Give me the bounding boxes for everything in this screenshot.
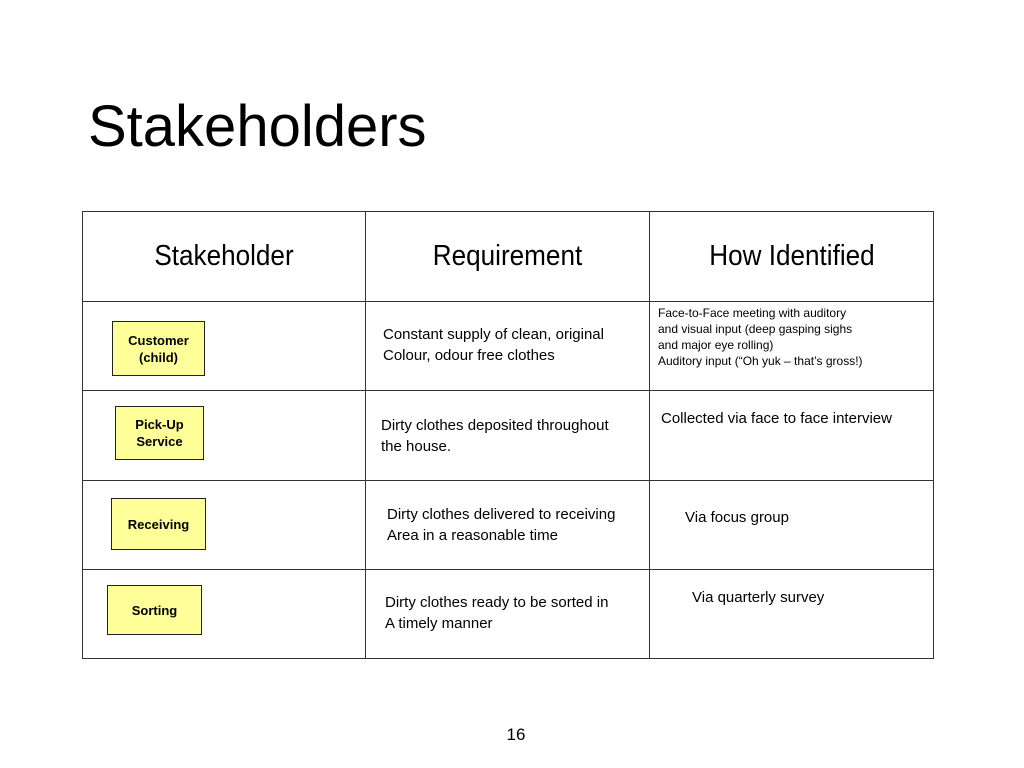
requirement-line: Constant supply of clean, original xyxy=(383,326,604,343)
requirement-text xyxy=(381,415,609,457)
how-identified-line: Face-to-Face meeting with auditory xyxy=(658,306,847,320)
how-identified-line: Auditory input (“Oh yuk – that’s gross!) xyxy=(658,354,863,368)
stakeholder-box-sorting xyxy=(107,585,202,635)
requirement-line: the house. xyxy=(381,438,452,455)
header-stakeholder: Stakeholder xyxy=(154,240,294,272)
requirement-line: Dirty clothes ready to be sorted in xyxy=(385,594,609,611)
how-identified-line: Via focus group xyxy=(685,509,789,526)
requirement-line: Dirty clothes deposited throughout xyxy=(381,417,609,434)
slide-title: Stakeholders xyxy=(88,94,427,159)
how-identified-line: Via quarterly survey xyxy=(692,589,825,606)
stakeholder-box-receiving xyxy=(111,498,206,550)
how-identified-line: and major eye rolling) xyxy=(658,338,774,352)
stakeholder-label: Customer xyxy=(128,332,189,348)
requirement-line: Colour, odour free clothes xyxy=(383,347,555,364)
stakeholder-label: Service xyxy=(136,434,183,449)
stakeholder-label: (child) xyxy=(139,349,178,365)
table-row xyxy=(83,481,933,571)
requirement-line: A timely manner xyxy=(385,615,493,632)
stakeholder-label: Receiving xyxy=(127,516,190,532)
requirement-text xyxy=(387,504,615,546)
stakeholder-label: Sorting xyxy=(131,602,178,618)
how-identified-text xyxy=(658,305,863,369)
stakeholder-box-pick-up-service xyxy=(115,406,204,460)
stakeholder-label: Pick-Up xyxy=(135,417,184,432)
requirement-text xyxy=(383,324,604,366)
how-identified-line: and visual input (deep gasping sighs xyxy=(658,322,853,336)
header-how-identified: How Identified xyxy=(709,240,875,272)
requirement-text xyxy=(385,592,608,634)
page-number: 16 xyxy=(506,725,526,744)
requirement-line: Dirty clothes delivered to receiving xyxy=(387,506,616,523)
header-requirement: Requirement xyxy=(432,240,583,272)
table-row xyxy=(83,302,933,392)
requirement-line: Area in a reasonable time xyxy=(387,527,558,544)
stakeholders-table xyxy=(82,211,934,659)
how-identified-line: Collected via face to face interview xyxy=(661,410,892,427)
table-row xyxy=(83,391,933,481)
how-identified-text xyxy=(685,507,789,528)
how-identified-text xyxy=(692,587,824,608)
stakeholder-box-customer xyxy=(112,321,205,376)
how-identified-text xyxy=(661,408,892,429)
table-row xyxy=(83,570,933,660)
